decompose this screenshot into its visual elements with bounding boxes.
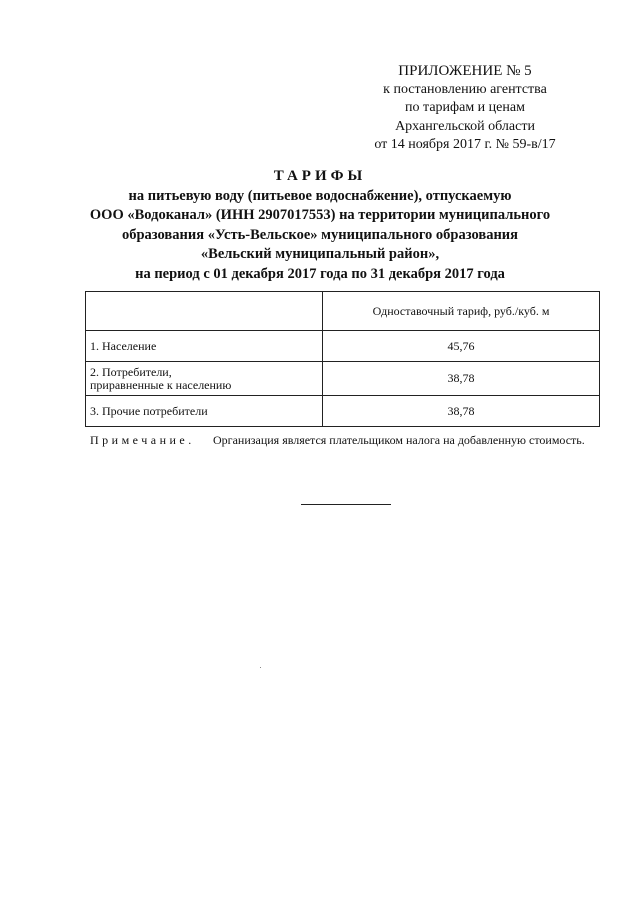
consumer-category: 3. Прочие потребители [86,396,323,427]
heading-period-line: на период с 01 декабря 2017 года по 31 декабря 2017 года [135,265,505,282]
table-header-row [86,292,600,331]
annex-line: к постановлению агентства [383,81,547,97]
annex-title: ПРИЛОЖЕНИЕ № 5 [398,63,532,79]
tariff-value: 45,76 [323,331,600,362]
table-header-tariff: Одноставочный тариф, руб./куб. м [323,292,600,331]
heading-line: образования «Усть-Вельское» муниципального образования [121,226,519,243]
closing-rule-divider [301,504,391,505]
tariff-value: 38,78 [323,362,600,396]
table-row [86,362,600,396]
scan-speck [260,667,261,668]
annex-line: Архангельской области [395,118,535,134]
note-label: Примечание. [90,433,195,447]
consumer-category-line: 2. Потребители, [90,365,172,379]
consumer-category-line: приравненные к населению [90,378,232,392]
consumer-category: 1. Население [86,331,323,362]
page-title: ТАРИФЫ [273,168,367,184]
annex-block [330,62,600,155]
consumer-category [86,362,323,396]
table-row [86,396,600,427]
tariff-table [85,291,600,427]
table-header-empty-cell [86,292,323,331]
note-block [90,432,600,448]
note-text: Организация является плательщиком налога на добавленную стоимость. [213,433,585,447]
heading-line: ООО «Водоканал» (ИНН 2907017553) на территории муниципального [89,207,551,223]
table-row [86,331,600,362]
annex-line: по тарифам и ценам [405,100,525,115]
heading-line: «Вельский муниципальный район», [200,246,440,262]
tariff-value: 38,78 [323,396,600,427]
annex-date-line: от 14 ноября 2017 г. № 59-в/17 [374,137,556,152]
document-heading [60,167,580,284]
heading-line: на питьевую воду (питьевое водоснабжение), отпускаемую [128,187,512,204]
